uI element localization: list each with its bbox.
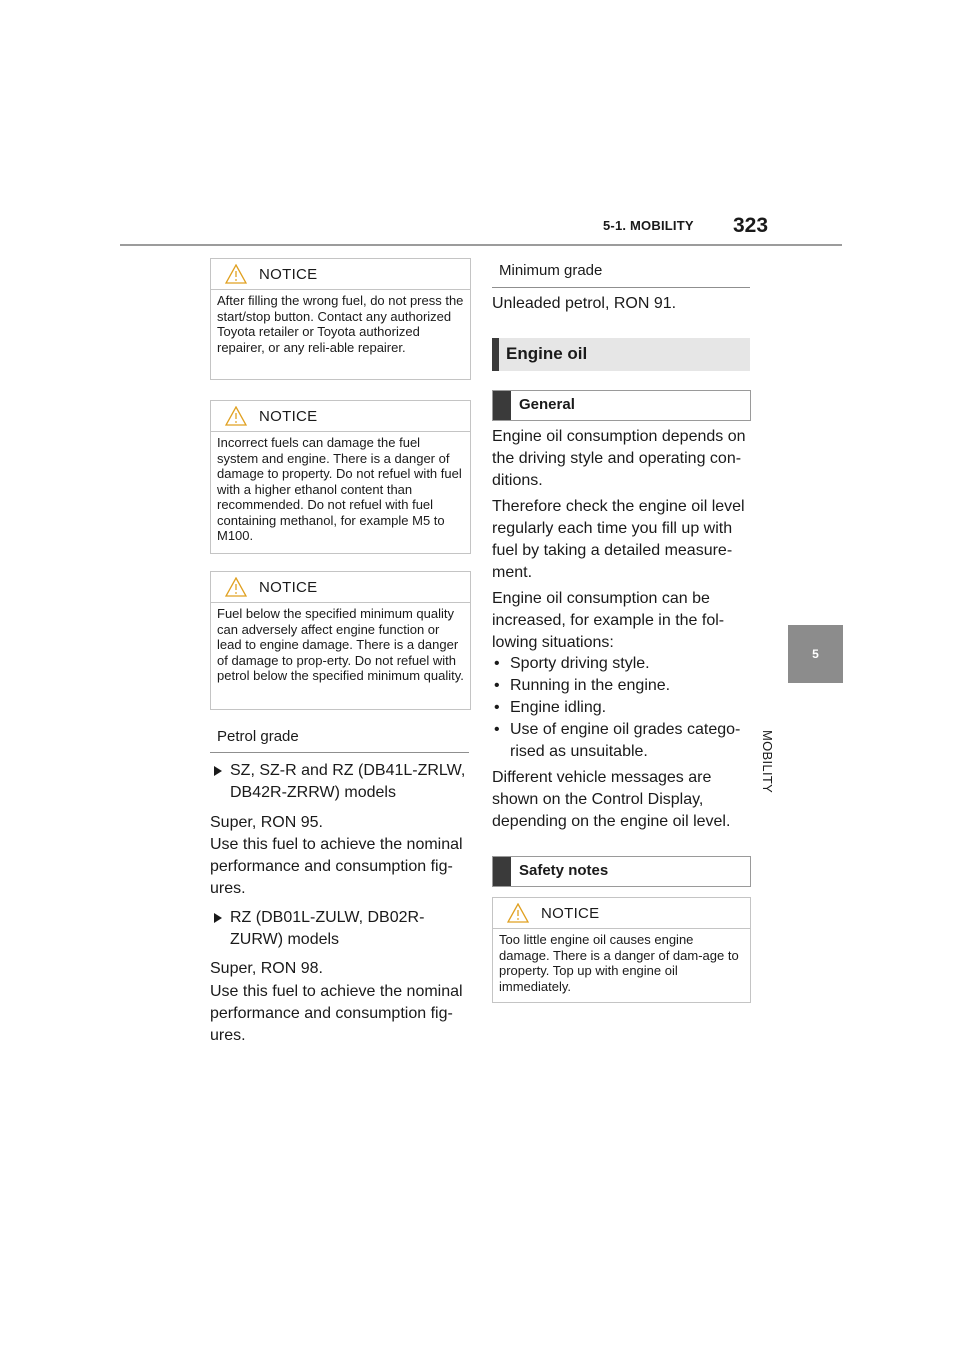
warning-triangle-icon <box>225 264 247 284</box>
notice-header <box>211 259 470 290</box>
notice-title: NOTICE <box>259 266 318 283</box>
general-title: General <box>519 396 575 413</box>
chapter-label: MOBILITY <box>760 730 775 794</box>
notice-title: NOTICE <box>259 408 318 425</box>
warning-triangle-icon <box>225 406 247 426</box>
notice-header <box>493 898 750 929</box>
list-item: • Use of engine oil grades catego-rised as unsuitable. <box>492 719 750 763</box>
notice-body: Too little engine oil causes engine damage. There is a danger of dam-age to property. Top up with engine oil immediately. <box>499 932 739 994</box>
minimum-grade-label: Minimum grade <box>499 262 603 279</box>
header-divider <box>120 244 842 246</box>
notice-body: After filling the wrong fuel, do not press the start/stop button. Contact any authorized Toyota retailer or Toyota authorized repairer, or any reli-able repairer. <box>217 293 464 355</box>
situations-list <box>492 653 750 763</box>
safety-notes-title: Safety notes <box>519 862 609 879</box>
warning-triangle-icon <box>225 577 247 597</box>
general-heading <box>492 390 751 421</box>
fuel-note-1: Use this fuel to achieve the nominal performance and consumption fig-ures. <box>210 836 463 897</box>
petrol-grade-label: Petrol grade <box>217 728 299 745</box>
minimum-grade-heading <box>492 256 750 288</box>
notice-engine-oil <box>492 897 751 1003</box>
fuel-note-2: Use this fuel to achieve the nominal performance and consumption fig-ures. <box>210 983 463 1044</box>
model-text: SZ, SZ-R and RZ (DB41L-ZRLW, DB42R-ZRRW) models <box>230 762 466 801</box>
arrow-right-icon <box>214 766 222 776</box>
engine-oil-heading <box>492 338 750 371</box>
notice-title: NOTICE <box>259 579 318 596</box>
fuel-spec-2: Super, RON 98. <box>210 960 323 977</box>
list-item: • Running in the engine. <box>492 675 750 697</box>
notice-title: NOTICE <box>541 905 600 922</box>
engine-oil-title: Engine oil <box>506 344 588 363</box>
petrol-grade-heading <box>210 721 469 753</box>
notice-header <box>211 572 470 603</box>
list-item: • Engine idling. <box>492 697 750 719</box>
notice-body: Incorrect fuels can damage the fuel system and engine. There is a danger of damage to property. Do not refuel with fuel with a higher ethanol content than recommended. Do not refuel with fuel containing methanol, for example M5 to M100. <box>217 435 462 543</box>
notice-body: Fuel below the specified minimum quality can adversely affect engine function or lead to engine damage. There is a danger of damage to prop-erty. Do not refuel with petrol below the specified minimum quality. <box>217 606 464 683</box>
oil-paragraph-3: Engine oil consumption can be increased, for example in the fol-lowing situations: <box>492 590 725 651</box>
model-text: RZ (DB01L-ZULW, DB02R-ZURW) models <box>230 909 425 948</box>
arrow-right-icon <box>214 913 222 923</box>
model-item-2 <box>214 907 430 951</box>
minimum-fuel: Unleaded petrol, RON 91. <box>492 295 677 312</box>
oil-paragraph-1: Engine oil consumption depends on the driving style and operating con-ditions. <box>492 428 746 489</box>
oil-paragraph-4: Different vehicle messages are shown on the Control Display, depending on the engine oil level. <box>492 769 731 830</box>
warning-triangle-icon <box>507 903 529 923</box>
heading-marker <box>493 857 511 886</box>
fuel-spec-1: Super, RON 95. <box>210 814 323 831</box>
safety-notes-heading <box>492 856 751 887</box>
oil-paragraph-2: Therefore check the engine oil level regularly each time you fill up with fuel by taking a detailed measure-ment. <box>492 498 745 581</box>
heading-marker <box>493 391 511 420</box>
model-item-1 <box>214 760 484 804</box>
notice-header <box>211 401 470 432</box>
notice-minimum-quality <box>210 571 471 710</box>
notice-incorrect-fuels <box>210 400 471 554</box>
page-number: 323 <box>733 214 769 237</box>
heading-marker <box>492 338 499 371</box>
section-title: 5-1. MOBILITY <box>603 218 694 233</box>
notice-wrong-fuel <box>210 258 471 380</box>
list-item: • Sporty driving style. <box>492 653 750 675</box>
chapter-tab: 5 <box>788 625 843 683</box>
